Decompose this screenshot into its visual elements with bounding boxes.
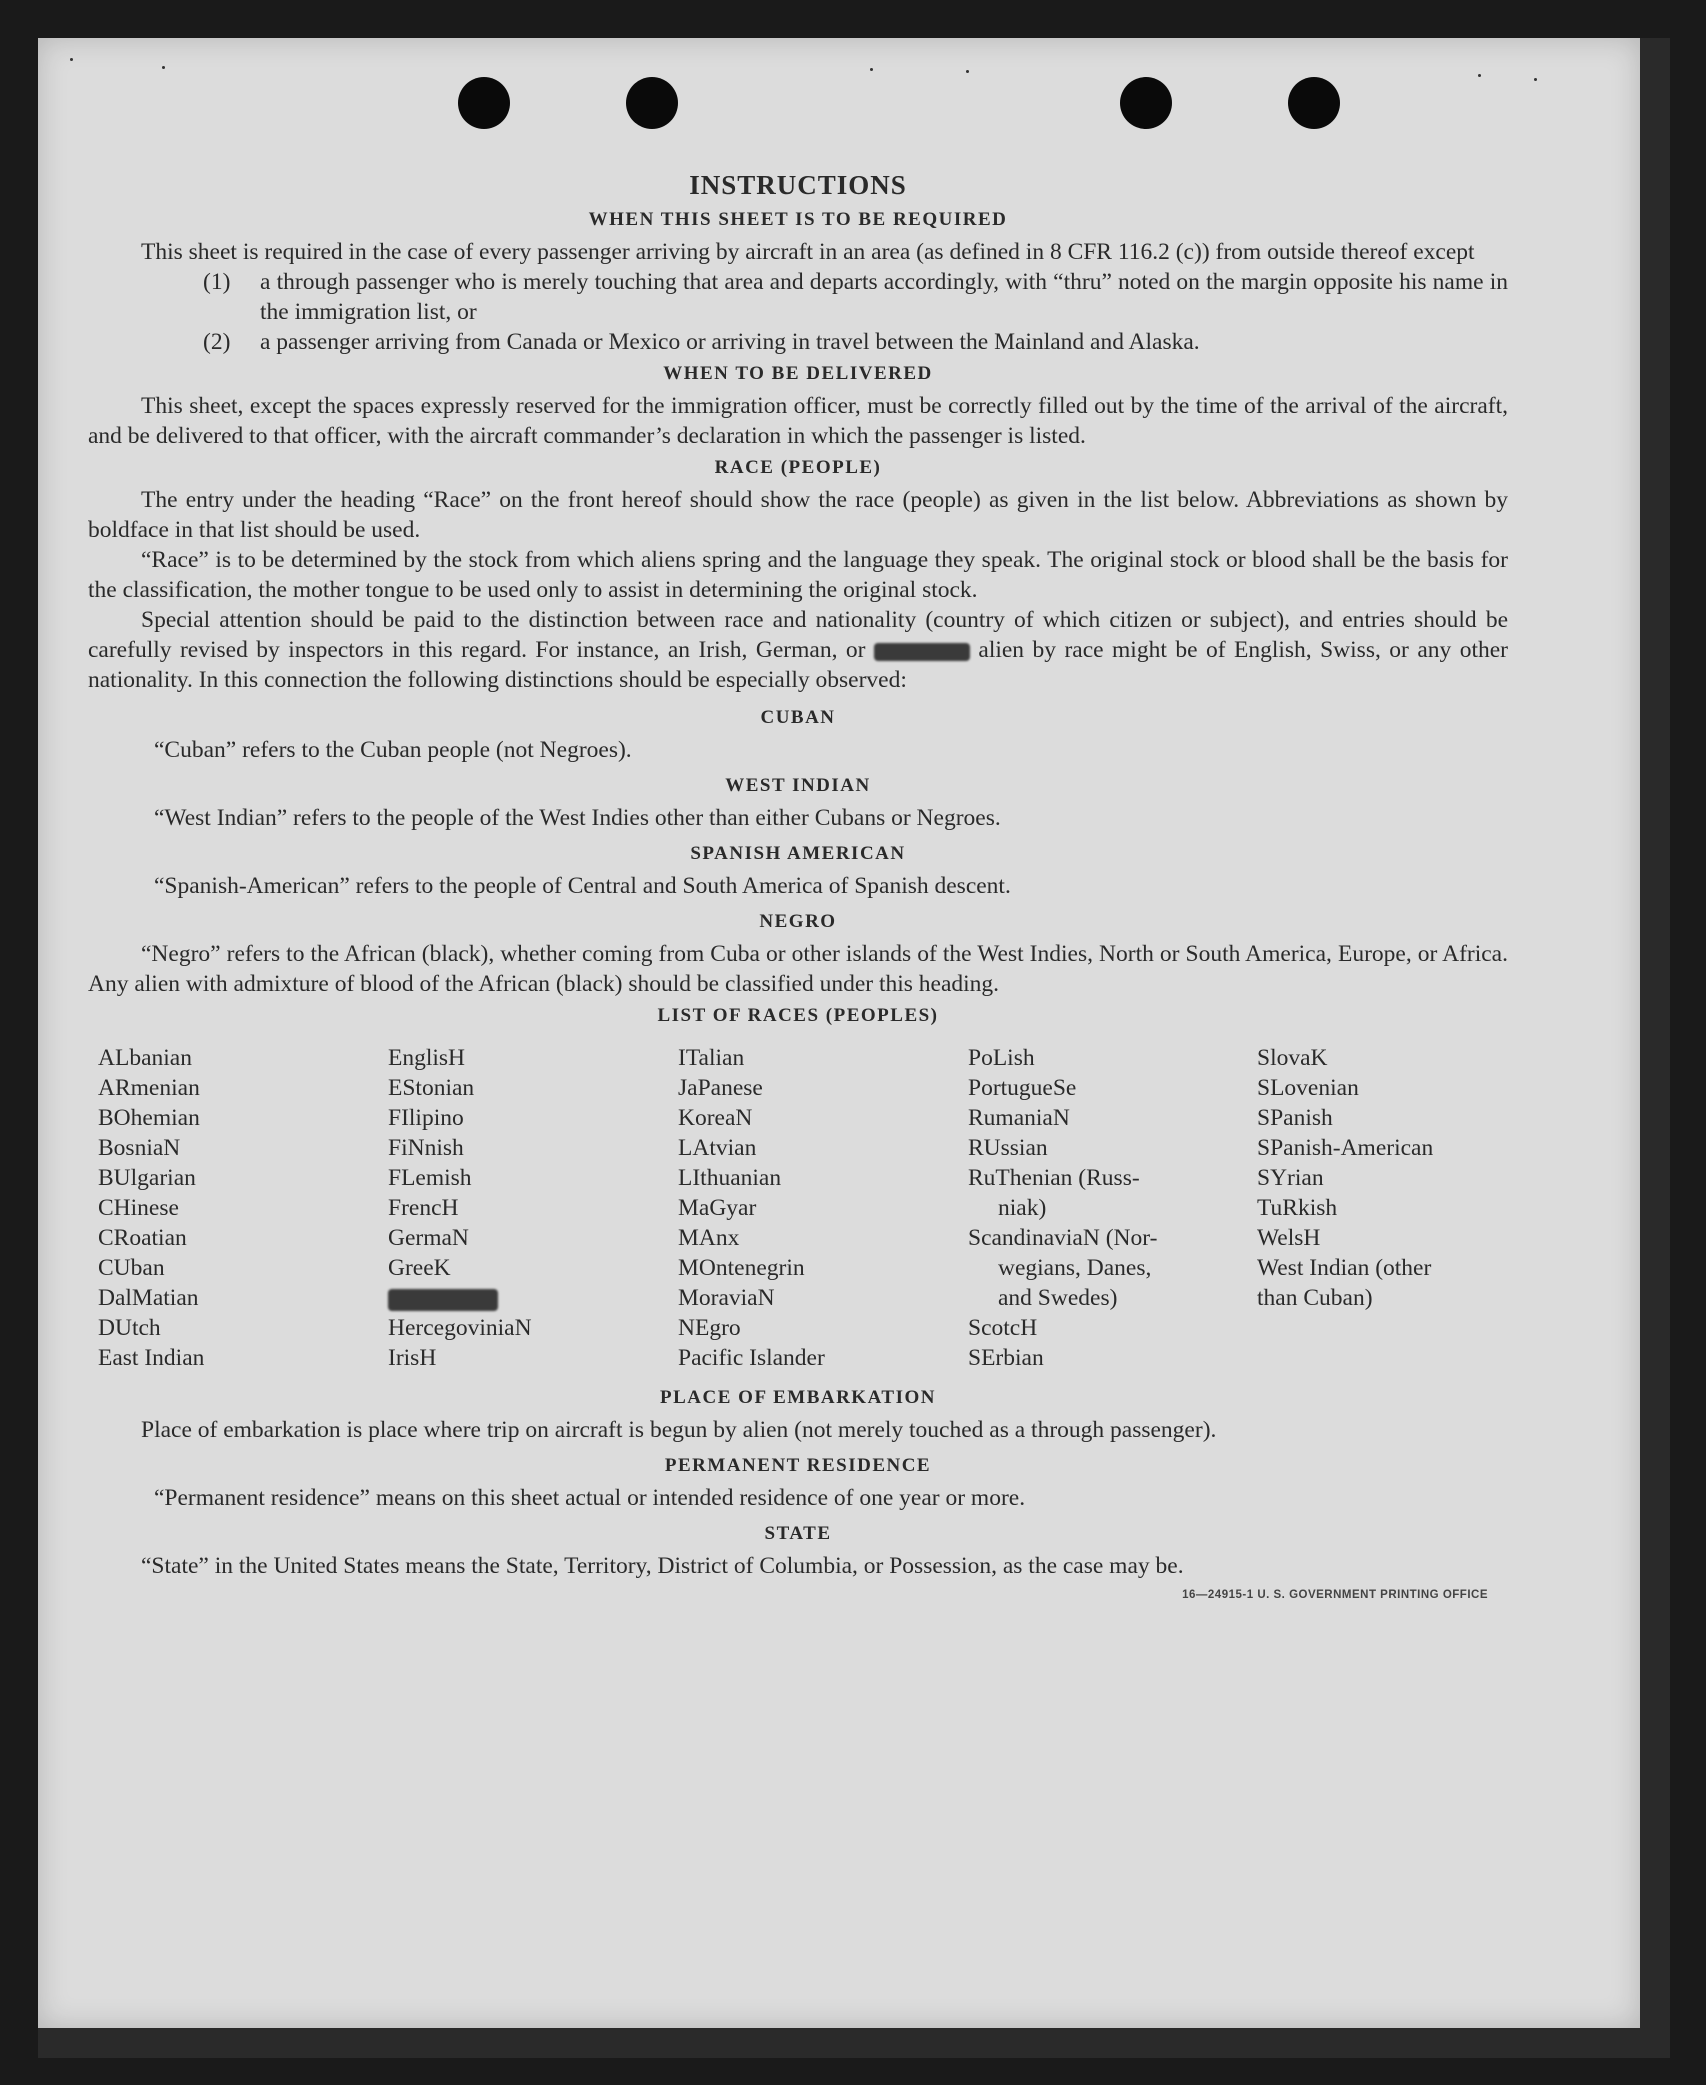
speck: [1478, 74, 1481, 77]
definition: “West Indian” refers to the people of the West Indies other than either Cubans or Negroes.: [154, 805, 1001, 831]
definition: “Cuban” refers to the Cuban people (not Negroes).: [154, 737, 632, 763]
race-entry: LIthuanian: [678, 1165, 782, 1191]
section-heading: PLACE OF EMBARKATION: [660, 1387, 936, 1408]
race-entry: FiNnish: [388, 1135, 464, 1161]
speck: [1534, 78, 1537, 81]
race-entry: MaGyar: [678, 1195, 757, 1221]
paragraph: The entry under the heading “Race” on the front hereof should show the race (people) as given in the list below. Abbreviations as shown by boldface in that list should be used.: [88, 487, 1508, 543]
race-entry: niak): [998, 1195, 1047, 1221]
speck: [70, 58, 73, 61]
race-entry: SPanish: [1257, 1105, 1333, 1131]
race-entry: SErbian: [968, 1345, 1044, 1371]
race-entry: CUban: [98, 1255, 165, 1281]
race-entry: LAtvian: [678, 1135, 757, 1161]
section-heading: CUBAN: [760, 707, 836, 728]
scan-border-right: [1640, 38, 1670, 2028]
race-entry: MoraviaN: [678, 1285, 775, 1311]
race-entry: EnglisH: [388, 1045, 466, 1071]
race-column: [388, 1043, 678, 1373]
punch-hole: [458, 77, 510, 129]
punch-hole: [1120, 77, 1172, 129]
race-entry: East Indian: [98, 1345, 205, 1371]
race-entry: MOntenegrin: [678, 1255, 805, 1281]
race-entry: wegians, Danes,: [998, 1255, 1152, 1281]
race-entry: WelsH: [1257, 1225, 1321, 1251]
race-entry: RuThenian (Russ-: [968, 1165, 1140, 1191]
punch-hole: [626, 77, 678, 129]
race-entry: IrisH: [388, 1345, 437, 1371]
footer: [88, 1551, 1508, 1601]
item-text: a passenger arriving from Canada or Mexico or arriving in travel between the Mainland and Alaska.: [260, 329, 1200, 355]
section-heading: PERMANENT RESIDENCE: [664, 1455, 932, 1476]
list-item: [88, 327, 1508, 357]
race-entry: BUlgarian: [98, 1165, 196, 1191]
paragraph: [88, 605, 1508, 695]
race-entry: MAnx: [678, 1225, 740, 1251]
item-number: (1): [203, 269, 231, 295]
race-entry: PortugueSe: [968, 1075, 1077, 1101]
redaction-mark: [874, 643, 970, 661]
paragraph: Place of embarkation is place where trip on aircraft is begun by alien (not merely touched as a through passenger).: [141, 1417, 1217, 1443]
race-entry: GermaN: [388, 1225, 469, 1251]
paragraph: “State” in the United States means the State, Territory, District of Columbia, or Possession, as the case may be.: [141, 1553, 1184, 1579]
section-heading: LIST OF RACES (PEOPLES): [657, 1005, 939, 1026]
print-code: 16—24915-1 U. S. GOVERNMENT PRINTING OFFICE: [1182, 1589, 1488, 1601]
race-entry: ScandinaviaN (Nor-: [968, 1225, 1158, 1251]
section-heading: STATE: [764, 1523, 832, 1544]
definition: “Spanish-American” refers to the people of Central and South America of Spanish descent.: [154, 873, 1011, 899]
race-entry: West Indian (other: [1257, 1255, 1432, 1281]
section-heading: NEGRO: [759, 911, 837, 932]
paragraph: This sheet is required in the case of every passenger arriving by aircraft in an area (as defined in 8 CFR 116.2 (c)) from outside thereof except: [141, 239, 1475, 265]
paragraph: “Permanent residence” means on this sheet actual or intended residence of one year or more.: [154, 1485, 1026, 1511]
race-entry: HercegoviniaN: [388, 1315, 532, 1341]
race-entry: SLovenian: [1257, 1075, 1359, 1101]
race-entry: SlovaK: [1257, 1045, 1328, 1071]
page-title: INSTRUCTIONS: [689, 170, 907, 200]
race-entry: DUtch: [98, 1315, 161, 1341]
section-heading: WHEN TO BE DELIVERED: [663, 363, 933, 384]
race-entry: DalMatian: [98, 1285, 199, 1311]
race-column: [98, 1043, 388, 1373]
race-entry: Pacific Islander: [678, 1345, 825, 1371]
race-entry: RumaniaN: [968, 1105, 1070, 1131]
race-entry: JaPanese: [678, 1075, 763, 1101]
race-entry: SPanish-American: [1257, 1135, 1434, 1161]
list-item: [88, 267, 1508, 327]
race-entry: PoLish: [968, 1045, 1035, 1071]
race-column: [1257, 1043, 1527, 1373]
race-entry: GreeK: [388, 1255, 451, 1281]
section-heading: WEST INDIAN: [725, 775, 871, 796]
race-entry: SYrian: [1257, 1165, 1324, 1191]
race-entry: and Swedes): [998, 1285, 1118, 1311]
race-entry: FIlipino: [388, 1105, 464, 1131]
speck: [870, 68, 873, 71]
race-entry: CHinese: [98, 1195, 179, 1221]
race-entry: BOhemian: [98, 1105, 200, 1131]
race-entry: RUssian: [968, 1135, 1048, 1161]
race-entry: ARmenian: [98, 1075, 200, 1101]
scan-border-bottom: [38, 2028, 1670, 2058]
race-entry: ITalian: [678, 1045, 745, 1071]
punch-hole: [1288, 77, 1340, 129]
section-heading: SPANISH AMERICAN: [690, 843, 906, 864]
section-heading: WHEN THIS SHEET IS TO BE REQUIRED: [588, 209, 1008, 230]
race-entry: BosniaN: [98, 1135, 181, 1161]
race-entry: CRoatian: [98, 1225, 187, 1251]
speck: [966, 70, 969, 73]
paragraph: This sheet, except the spaces expressly reserved for the immigration officer, must be correctly filled out by the time of the arrival of the aircraft, and be delivered to that officer, with the aircraft commander’s declaration in which the passenger is listed.: [88, 393, 1508, 449]
definition: “Negro” refers to the African (black), whether coming from Cuba or other islands of the West Indies, North or South America, Europe, or Africa. Any alien with admixture of blood of the African (black) should be classified under this heading.: [88, 941, 1508, 997]
instructions-body: [88, 160, 1508, 1601]
paragraph-part: alien by race might be of English, Swiss, or any other nationality. In this connection the following distinctions should be especially observed:: [88, 637, 1508, 693]
race-entry: EStonian: [388, 1075, 475, 1101]
item-text: a through passenger who is merely touching that area and departs accordingly, with “thru” noted on the margin opposite his name in the immigration list, or: [260, 269, 1508, 325]
section-heading: RACE (PEOPLE): [714, 457, 882, 478]
paragraph: “Race” is to be determined by the stock from which aliens spring and the language they speak. The original stock or blood shall be the basis for the classification, the mother tongue to be used only to assist in determining the original stock.: [88, 547, 1508, 603]
race-column: [678, 1043, 968, 1373]
race-entry: TuRkish: [1257, 1195, 1338, 1221]
redaction-mark: [388, 1289, 498, 1311]
paragraph-part: Special attention should be paid to the distinction between race and nationality (country of which citizen or subject), and entries should be carefully revised by inspectors in this regard. For instance, an Irish, German, or: [88, 607, 1508, 663]
speck: [162, 66, 165, 69]
race-entry: [388, 1283, 678, 1313]
race-list: [98, 1043, 1508, 1373]
race-entry: than Cuban): [1257, 1285, 1373, 1311]
race-entry: ALbanian: [98, 1045, 192, 1071]
item-number: (2): [203, 329, 231, 355]
race-entry: FLemish: [388, 1165, 472, 1191]
race-column: [968, 1043, 1257, 1373]
race-entry: NEgro: [678, 1315, 741, 1341]
race-entry: ScotcH: [968, 1315, 1038, 1341]
race-entry: KoreaN: [678, 1105, 753, 1131]
race-entry: FrencH: [388, 1195, 459, 1221]
